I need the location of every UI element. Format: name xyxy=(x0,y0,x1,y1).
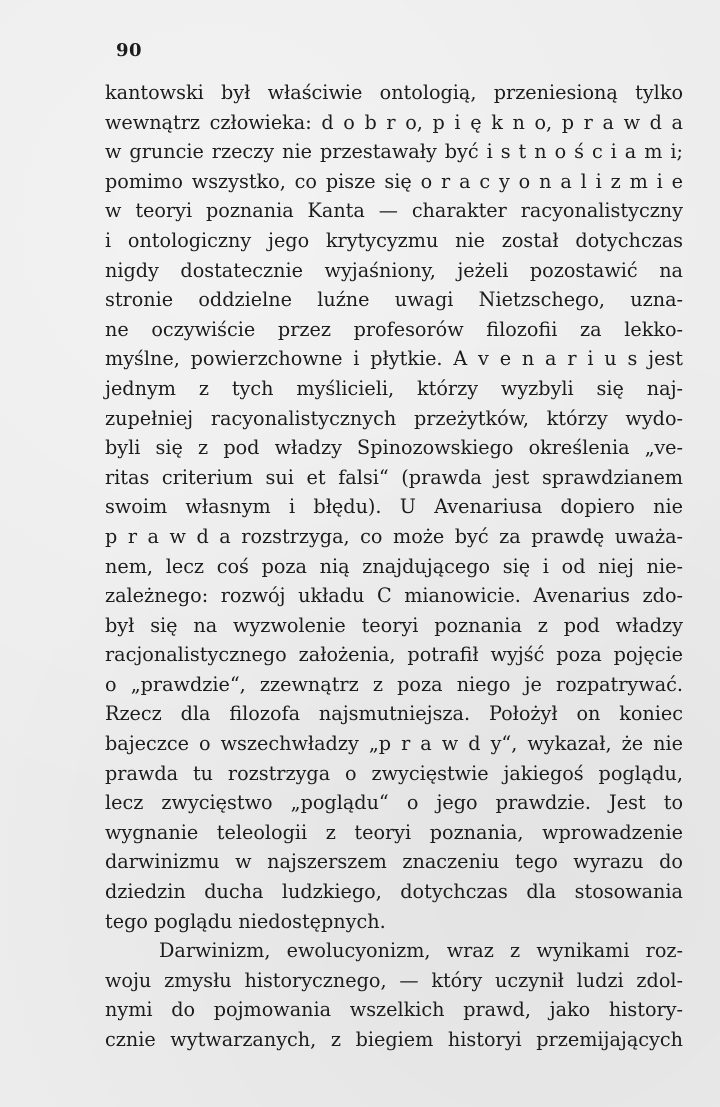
text-line: kantowski był właściwie ontologią, przeniesioną tylko xyxy=(105,81,683,104)
text-line: nymi do pojmowania wszelkich prawd, jako history- xyxy=(105,998,683,1022)
text-line: tego poglądu niedostępnych. xyxy=(105,909,386,933)
text-line: lecz zwycięstwo „poglądu“ o jego prawdzie. Jest to xyxy=(105,791,683,815)
text-line: dziedzin ducha ludzkiego, dotychczas dla stosowania xyxy=(105,880,683,904)
text-line: swoim własnym i błędu). U Avenariusa dopiero nie xyxy=(105,495,683,519)
text-line: zupełniej racyonalistycznych przeżytków, którzy wydo- xyxy=(105,406,683,430)
text-line: byli się z pod władzy Spinozowskiego określenia „ve- xyxy=(105,436,683,460)
text-line: Rzecz dla filozofa najsmutniejsza. Położył on koniec xyxy=(105,702,683,726)
text-line: stronie oddzielne luźne uwagi Nietzschego, uzna- xyxy=(105,288,683,312)
text-line: o „prawdzie“, zzewnątrz z poza niego je rozpatrywać. xyxy=(105,672,683,696)
body-text xyxy=(105,78,683,1055)
text-line: darwinizmu w najszerszem znaczeniu tego wyrazu do xyxy=(105,850,683,874)
text-line: nigdy dostatecznie wyjaśniony, jeżeli pozostawić na xyxy=(105,258,683,282)
text-line: wygnanie teleologii z teoryi poznania, wprowadzenie xyxy=(105,820,683,844)
text-line: racjonalistycznego założenia, potrafił wyjść poza pojęcie xyxy=(105,643,683,667)
text-line: woju zmysłu historycznego, — który uczynił ludzi zdol- xyxy=(105,968,683,992)
text-line: w teoryi poznania Kanta — charakter racyonalistyczny xyxy=(105,199,683,223)
text-line: myślne, powierzchowne i płytkie. A v e n a r i u s jest xyxy=(105,347,683,371)
text-line: i ontologiczny jego krytycyzmu nie został dotychczas xyxy=(105,228,683,252)
text-line: w gruncie rzeczy nie przestawały być i s t n o ś c i a m i; xyxy=(105,140,683,164)
text-line: jednym z tych myślicieli, którzy wyzbyli się naj- xyxy=(105,376,683,400)
text-line: był się na wyzwolenie teoryi poznania z pod władzy xyxy=(105,613,683,637)
text-line: p r a w d a rozstrzyga, co może być za prawdę uważa- xyxy=(105,524,683,548)
text-line: ritas criterium sui et falsi“ (prawda jest sprawdzianem xyxy=(105,465,683,489)
text-line: Darwinizm, ewolucyonizm, wraz z wynikami roz- xyxy=(159,939,683,963)
text-line: bajeczce o wszechwładzy „p r a w d y“, wykazał, że nie xyxy=(105,732,683,756)
page-number: 90 xyxy=(116,40,143,61)
text-line: pomimo wszystko, co pisze się o r a c y o n a l i z m i e xyxy=(105,169,683,193)
text-line: cznie wytwarzanych, z biegiem historyi przemijających xyxy=(105,1028,683,1051)
text-line: zależnego: rozwój układu C mianowicie. Avenarius zdo- xyxy=(105,584,683,608)
text-line: prawda tu rozstrzyga o zwycięstwie jakiegoś poglądu, xyxy=(105,761,683,785)
text-line: ne oczywiście przez profesorów filozofii za lekko- xyxy=(105,317,683,341)
text-line: nem, lecz coś poza nią znajdującego się i od niej nie- xyxy=(105,554,683,578)
text-line: wewnątrz człowieka: d o b r o, p i ę k n o, p r a w d a xyxy=(105,110,683,134)
